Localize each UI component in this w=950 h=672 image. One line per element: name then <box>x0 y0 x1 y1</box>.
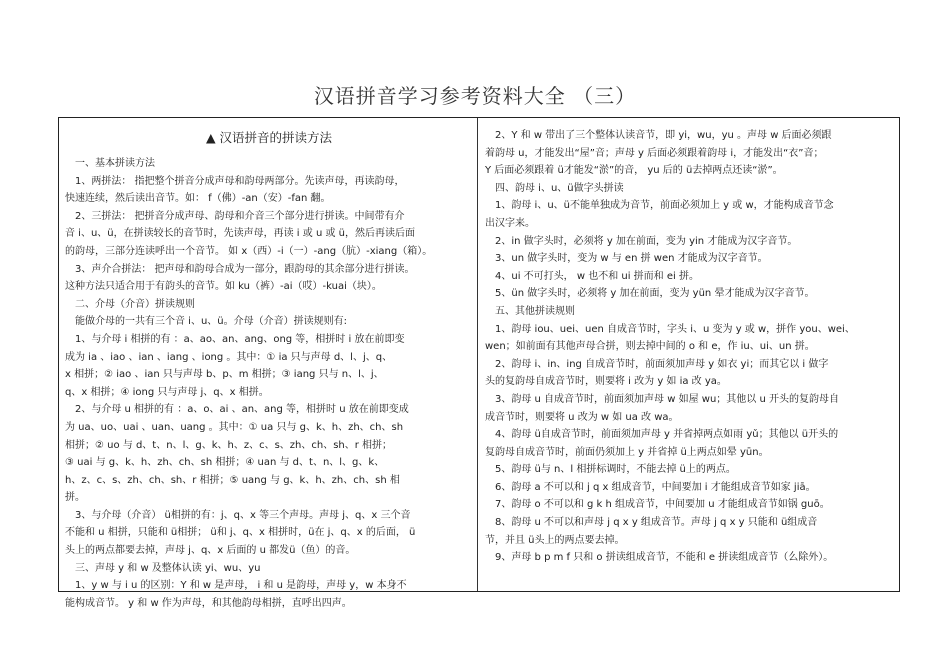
text-line: h、z、c、s、zh、ch、sh、r 相拼；⑤ uang 与 g、k、h、zh、ch、sh 相 <box>65 474 400 486</box>
text-line: 三、声母 y 和 w 及整体认读 yi、wu、yu <box>75 562 261 574</box>
text-line: 二、介母（介音）拼读规则 <box>75 298 195 310</box>
text-line: 5、ün 做字头时，必须将 y 加在前面，变为 yün 晕才能成为汉字音节。 <box>495 288 815 300</box>
text-line: 2、与介母 u 相拼的有 ：a、o、ai 、an、ang 等，相拼时 u 放在前即变成 <box>75 404 409 416</box>
text-line: 复韵母自成音节时，前面仍须加上 y 并省掉 ü上两点如晕 yūn。 <box>485 446 769 458</box>
page-title: 汉语拼音学习参考资料大全 （三） <box>313 84 637 108</box>
column-divider <box>477 118 478 591</box>
section-heading: ▲ 汉语拼音的拼读方法 <box>205 130 333 145</box>
text-line: 1、与介母 i 相拼的有 ：a、ao、an、ang、ong 等，相拼时 i 放在前即变 <box>75 333 405 345</box>
text-line: 1、y w 与 i u 的区别：Y 和 w 是声母， i 和 u 是韵母，声母 y，w 本身不 <box>75 580 407 592</box>
text-line: 快速连续，然后读出音节。如： f（佛）-an（安）-fan 翻。 <box>65 193 331 205</box>
text-line: 3、声介合拼法： 把声母和韵母合成为一部分，跟韵母的其余部分进行拼读。 <box>75 263 415 275</box>
text-line: Y 后面必须跟着 ü才能发“淤”的音， yu 后的 ü去掉两点还读“淤”。 <box>485 165 783 177</box>
text-line: 相拼；② uo 与 d、t、n、l、g、k、h、z、c、s、zh、ch、sh、r 相拼； <box>65 439 393 451</box>
text-line: 1、两拼法： 指把整个拼音分成声母和韵母两部分。先读声母，再读韵母， <box>75 175 405 187</box>
text-line: 3、与介母（介音） ü相拼的有：j、q、x 等三个声母。声母 j、q、x 三个音 <box>75 509 411 521</box>
text-line: 出汉字来。 <box>485 217 535 229</box>
text-line: 着韵母 u，才能发出“屋”音；声母 y 后面必须跟着韵母 i，才能发出“衣”音； <box>485 147 824 159</box>
text-line: 2、Y 和 w 带出了三个整体认读音节，即 yi，wu，yu 。声母 w 后面必须跟 <box>495 130 832 141</box>
left-text-lines <box>65 155 473 612</box>
text-line: 这种方法只适合用于有韵头的音节。如 ku（裤）-ai（哎）-kuai（块）。 <box>65 281 382 293</box>
text-line: 拼。 <box>65 492 85 504</box>
text-line: 头的复韵母自成音节时，则要将 i 改为 y 如 ia 改 ya。 <box>485 376 727 388</box>
text-line: 五、其他拼读规则 <box>495 305 575 317</box>
right-text-lines <box>485 127 895 567</box>
text-line: 头上的两点都要去掉，声母 j、q、x 后面的 u 都发ü（鱼）的音。 <box>65 545 356 557</box>
text-line: 2、in 做字头时，必须将 y 加在前面，变为 yin 才能成为汉字音节。 <box>495 235 798 247</box>
text-line: 9、声母 b p m f 只和 o 拼读组成音节，不能和 e 拼读组成音节（么除外）。 <box>495 552 834 564</box>
text-line: 成音节时，则要将 u 改为 w 如 ua 改 wa。 <box>485 411 679 423</box>
text-line: 3、韵母 u 自成音节时，前面须加声母 w 如屋 wu；其他以 u 开头的复韵母自 <box>495 393 839 405</box>
text-line: 为 ua、uo、uai 、uan、uang 。其中：① ua 只与 g、k、h、zh、ch、sh <box>65 421 404 433</box>
text-line: 6、韵母 a 不可以和 j q x 组成音节，中间要加 i 才能组成音节如家 jiā。 <box>495 481 816 493</box>
text-line: 1、韵母 i、u、ü不能单独成为音节，前面必须加上 y 或 w，才能构成音节念 <box>495 200 834 212</box>
text-line: x 相拼；② iao 、ian 只与声母 b、p、m 相拼；③ iang 只与 n、l、j、 <box>65 369 384 381</box>
text-line: 能构成音节。 y 和 w 作为声母，和其他韵母相拼，直呼出四声。 <box>65 597 352 609</box>
text-line: 4、ui 不可打头， w 也不和 ui 拼而和 ei 拼。 <box>495 270 699 282</box>
text-line: ③ uai 与 g、k、h、zh、ch、sh 相拼；④ uan 与 d、t、n、l、g、k、 <box>65 457 385 469</box>
text-line: 不能和 u 相拼，只能和 ü相拼； ü和 j、q、x 相拼时，ü在 j、q、x 的后面， ü <box>65 527 416 539</box>
left-column <box>65 118 473 612</box>
text-line: wen；如前面有其他声母合拼，则去掉中间的 o 和 e，作 iu、ui、un 拼。 <box>485 341 815 353</box>
right-column <box>485 118 895 567</box>
text-line: 1、韵母 iou、uei、uen 自成音节时，字头 i、u 变为 y 或 w，拼作 you、wei、 <box>495 323 855 335</box>
text-line: 7、韵母 o 不可以和 g k h 组成音节，中间要加 u 才能组成音节如锅 guō。 <box>495 499 830 511</box>
text-line: 2、韵母 i、in、ing 自成音节时，前面须加声母 y 如衣 yi；而其它以 i 做字 <box>495 358 829 370</box>
text-line: 一、基本拼读方法 <box>75 158 155 169</box>
content-table <box>58 117 900 609</box>
text-line: 8、韵母 u 不可以和声母 j q x y 组成音节。声母 j q x y 只能和 ü组成音 <box>495 517 818 529</box>
text-line: 5、韵母 ü与 n、l 相拼标调时，不能去掉 ü上的两点。 <box>495 464 736 476</box>
text-line: 的韵母，三部分连读呼出一个音节。 如 x（西）-i（一）-ang（肮）-xiang（箱）。 <box>65 245 433 257</box>
text-line: 4、韵母 ü自成音节时，前面须加声母 y 并省掉两点如雨 yǔ；其他以 ü开头的 <box>495 429 839 441</box>
text-line: 2、三拼法： 把拼音分成声母、韵母和介音三个部分进行拼读。中间带有介 <box>75 210 405 222</box>
text-line: 音 i、u、ü，在拼读较长的音节时，先读声母，再读 i 或 u 或 ü，然后再读后面 <box>65 228 415 240</box>
text-line: q、x 相拼；④ iong 只与声母 j、q、x 相拼。 <box>65 386 269 398</box>
text-line: 能做介母的一共有三个音 i、u、ü。介母（介音）拼读规则有: <box>75 316 348 328</box>
text-line: 成为 ia 、iao 、ian 、iang 、iong 。其中：① ia 只与声母 d、l、j、q、 <box>65 351 393 363</box>
text-line: 节，并且 ü头上的两点要去掉。 <box>485 534 625 546</box>
text-line: 四、韵母 i、u、ü做字头拼读 <box>495 182 624 194</box>
text-line: 3、un 做字头时，变为 w 与 en 拼 wen 才能成为汉字音节。 <box>495 253 768 265</box>
